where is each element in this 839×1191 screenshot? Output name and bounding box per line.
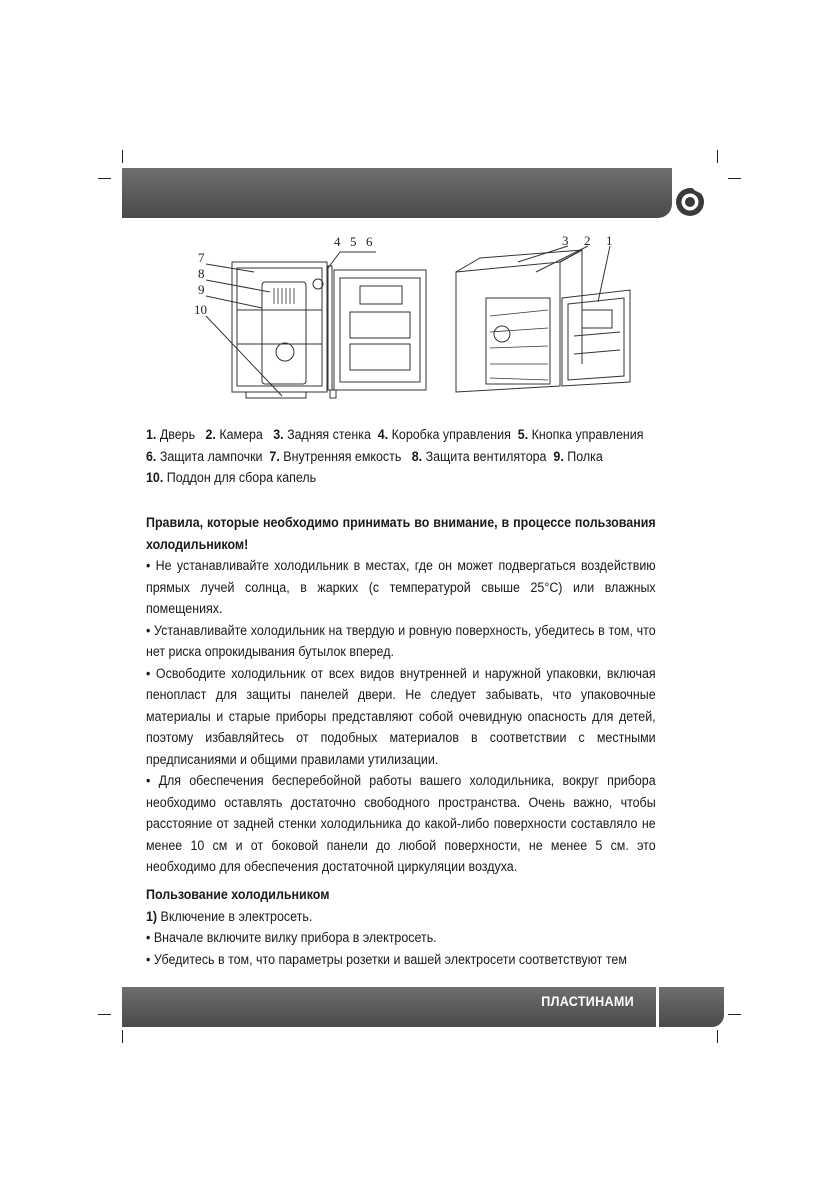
callout-label: 3 xyxy=(562,233,569,248)
crop-mark xyxy=(122,1030,123,1043)
legend-text: Дверь xyxy=(156,427,206,442)
legend-number: 9. xyxy=(553,448,564,464)
legend-text: Задняя стенка xyxy=(283,427,378,442)
crop-mark xyxy=(122,150,123,163)
legend-line xyxy=(146,467,656,489)
legend-text: Внутренняя емкость xyxy=(279,448,412,464)
legend-text: Полка xyxy=(563,448,603,464)
rule-item: • Не устанавливайте холодильник в местах, где он может подвергаться воздействию прямых лучей солнца, в жарких (с температурой свыше 25°С) или влажных помещениях. xyxy=(146,558,656,616)
usage-step xyxy=(146,906,656,928)
legend-line xyxy=(146,424,656,446)
callout-label: 7 xyxy=(198,250,205,265)
crop-mark xyxy=(717,1030,718,1043)
page-number-tab xyxy=(659,987,724,1027)
callout-label: 4 xyxy=(334,234,341,249)
callout-label: 8 xyxy=(198,266,205,281)
fridge-diagram xyxy=(190,232,650,404)
header-bar xyxy=(122,168,672,218)
legend-text: Защита вентилятора xyxy=(422,448,554,464)
rules-section xyxy=(146,512,656,878)
legend-line xyxy=(146,446,656,468)
legend-number: 6. xyxy=(146,448,157,464)
legend-text: Коробка управления xyxy=(388,427,518,442)
crop-mark xyxy=(717,150,718,163)
footer-bar xyxy=(122,987,656,1027)
crop-mark xyxy=(728,178,741,179)
rule-item: • Освободите холодильник от всех видов внутренней и наружной упаковки, включая пенопласт для защиты панелей двери. Не следует забывать, что упаковочные материалы и старые приборы представляют собой очевидную опасность для детей, поэтому избавляйтесь от подобных материалов в соответствии с местными предписаниями и общими правилами утилизации. xyxy=(146,665,656,767)
legend-number: 3. xyxy=(273,427,284,442)
footer-label: ПЛАСТИНАМИ xyxy=(541,993,634,1009)
legend-text: Кнопка управления xyxy=(528,427,644,442)
legend-number: 2. xyxy=(205,427,216,442)
callout-label: 9 xyxy=(198,282,205,297)
legend-number: 8. xyxy=(411,448,423,464)
callout-label: 2 xyxy=(584,233,591,248)
crop-mark xyxy=(98,178,111,179)
usage-item: • Вначале включите вилку прибора в электросеть. xyxy=(146,930,437,945)
rules-heading: Правила, которые необходимо принимать во внимание, в процессе пользования холодильником! xyxy=(146,515,656,552)
legend-number: 10. xyxy=(146,470,164,485)
callout-label: 5 xyxy=(350,234,357,249)
crop-mark xyxy=(728,1014,741,1015)
rule-item: • Для обеспечения бесперебойной работы вашего холодильника, вокруг прибора необходимо оставлять достаточно свободного пространства. Очень важно, чтобы расстояние от задней стенки холодильника до какой-либо поверхности составляло не менее 10 см и от боковой панели до любой поверхности, не менее 5 см. это необходимо для обеспечения достаточной циркуляции воздуха. xyxy=(146,773,656,874)
legend-number: 1. xyxy=(146,427,157,442)
legend-number: 7. xyxy=(269,448,280,464)
usage-section xyxy=(146,884,656,970)
callout-label: 6 xyxy=(366,234,373,249)
parts-legend xyxy=(146,424,656,489)
legend-number: 4. xyxy=(377,427,389,442)
callout-label: 1 xyxy=(606,233,613,248)
step-text: Включение в электросеть. xyxy=(157,908,313,924)
usage-item: • Убедитесь в том, что параметры розетки и вашей электросети соответствуют тем xyxy=(146,951,627,967)
usage-heading: Пользование холодильником xyxy=(146,887,330,902)
legend-text: Поддон для сбора капель xyxy=(163,470,317,485)
legend-number: 5. xyxy=(517,427,529,442)
rule-item: • Устанавливайте холодильник на твердую и ровную поверхность, убедитесь в том, что нет риска опрокидывания бутылок вперед. xyxy=(146,622,656,659)
callout-label: 10 xyxy=(194,302,207,317)
step-number: 1) xyxy=(146,908,158,924)
brand-logo-icon xyxy=(674,184,710,220)
crop-mark xyxy=(98,1014,111,1015)
legend-text: Защита лампочки xyxy=(156,448,270,464)
legend-text: Камера xyxy=(215,427,274,442)
